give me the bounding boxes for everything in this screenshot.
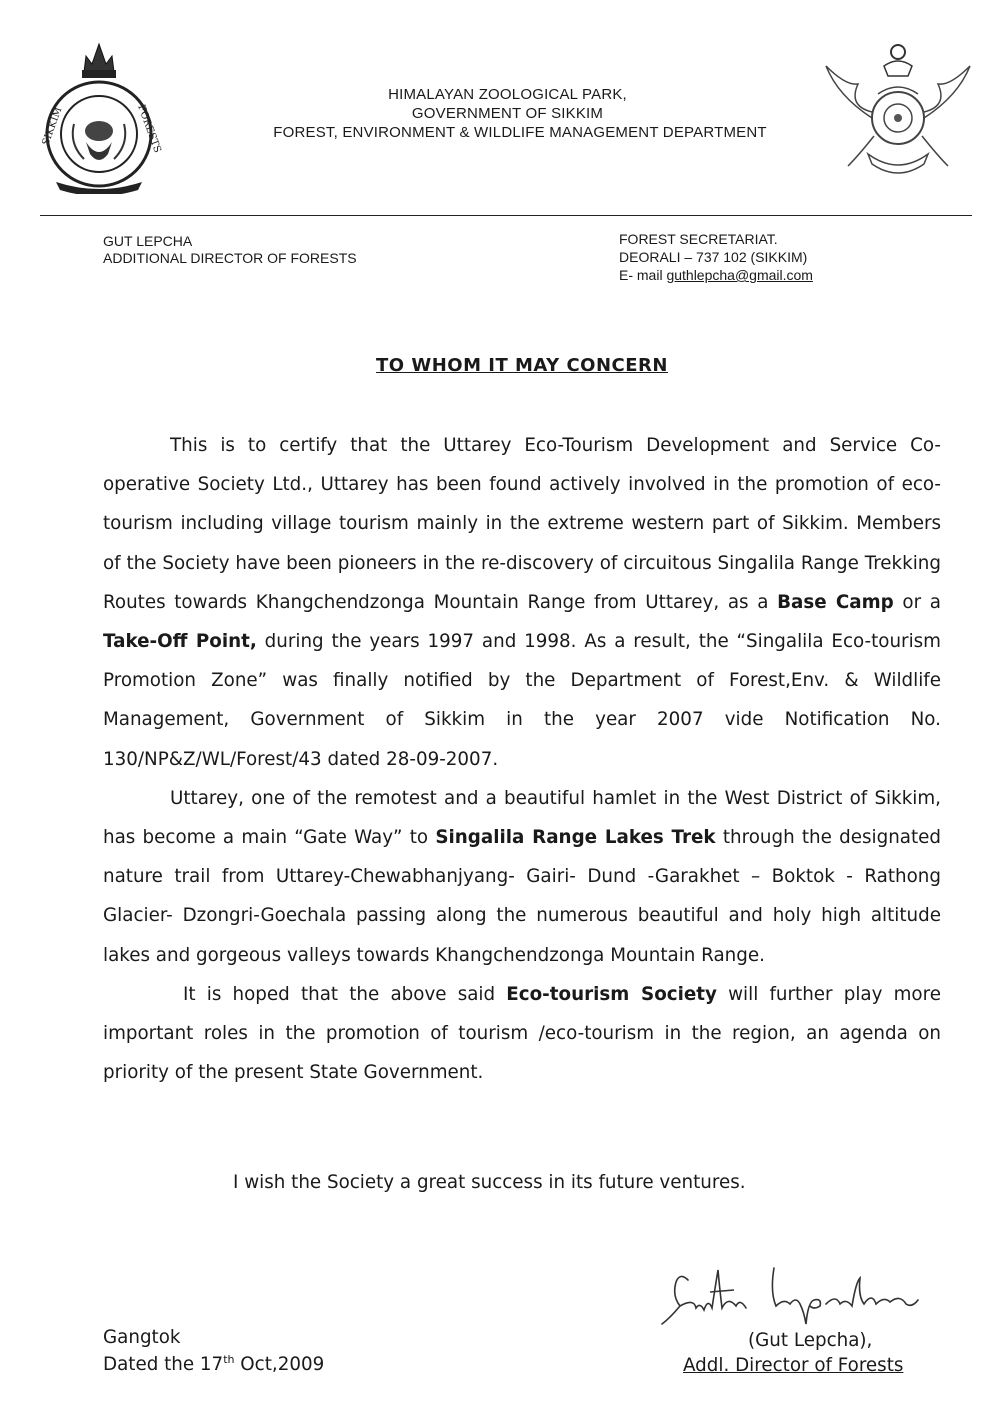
org-line-2: GOVERNMENT OF SIKKIM [411, 105, 604, 122]
bold-take-off-point: Take-Off Point, [103, 631, 257, 653]
state-coat-of-arms-emblem [818, 36, 978, 186]
bold-society-name: Eco-tourism Society [506, 983, 717, 1005]
paragraph-3: It is hoped that the above said Eco-tourism Society will further play more important roles in the promotion of tourism /eco-tourism in the region, an agenda on priority of the present State Government. [103, 983, 941, 1084]
document-title: TO WHOM IT MAY CONCERN [376, 355, 668, 376]
email-label: E- mail [619, 267, 667, 283]
svg-text:FORESTS: FORESTS [135, 103, 163, 155]
handwritten-signature [650, 1262, 930, 1334]
bold-base-camp: Base Camp [777, 591, 894, 613]
svg-text:SIKKIM: SIKKIM [40, 105, 65, 148]
office-line-2: DEORALI – 737 102 (SIKKIM) [619, 249, 808, 265]
org-line-3: FOREST, ENVIRONMENT & WILDLIFE MANAGEMENT DEPARTMENT [273, 124, 767, 141]
office-line-1: FOREST SECRETARIAT. [619, 231, 778, 247]
paragraph-2: Uttarey, one of the remotest and a beautiful hamlet in the West District of Sikkim, has become a main “Gate Way” to Singalila Range Lakes Trek through the designated nature trail from Uttarey-Chewabhanjyang- Gairi- Dund -Garakhet – Boktok - Rathong Glacier- Dzongri-Goechala passing along the numerous beautiful and holy high altitude lakes and gorgeous valleys towards Khangchendzonga Mountain Range. [103, 787, 941, 966]
date-line: Dated the 17th Oct,2009 [103, 1353, 325, 1376]
place: Gangtok [103, 1327, 181, 1348]
org-line-1: HIMALAYAN ZOOLOGICAL PARK, [388, 86, 627, 103]
bold-trek-name: Singalila Range Lakes Trek [435, 827, 716, 849]
letter-body [103, 426, 941, 1092]
office-email-line [619, 267, 813, 284]
sender-name: GUT LEPCHA [103, 233, 193, 249]
paragraph-1: This is to certify that the Uttarey Eco-Tourism Development and Service Co-operative Society Ltd., Uttarey has been found actively involved in the promotion of eco-tourism including village tourism mainly in the extreme western part of Sikkim. Members of the Society have been pioneers in the re-discovery of circuitous Singalila Range Trekking Routes towards Khangchendzonga Mountain Range from Uttarey, as a Base Camp or a Take-Off Point, during the years 1997 and 1998. As a result, the “Singalila Eco-tourism Promotion Zone” was finally notified by the Department of Forest,Env. & Wildlife Management, Government of Sikkim in the year 2007 vide Notification No. 130/NP&Z/WL/Forest/43 dated 28-09-2007. [103, 435, 941, 770]
signatory-title: Addl. Director of Forests [683, 1355, 904, 1376]
header-divider [40, 215, 972, 216]
email-address[interactable]: guthlepcha@gmail.com [666, 267, 813, 283]
signatory-name: (Gut Lepcha), [748, 1330, 873, 1351]
sender-designation: ADDITIONAL DIRECTOR OF FORESTS [103, 250, 357, 266]
forests-seal-emblem [34, 34, 164, 194]
closing-line: I wish the Society a great success in its future ventures. [233, 1172, 746, 1193]
